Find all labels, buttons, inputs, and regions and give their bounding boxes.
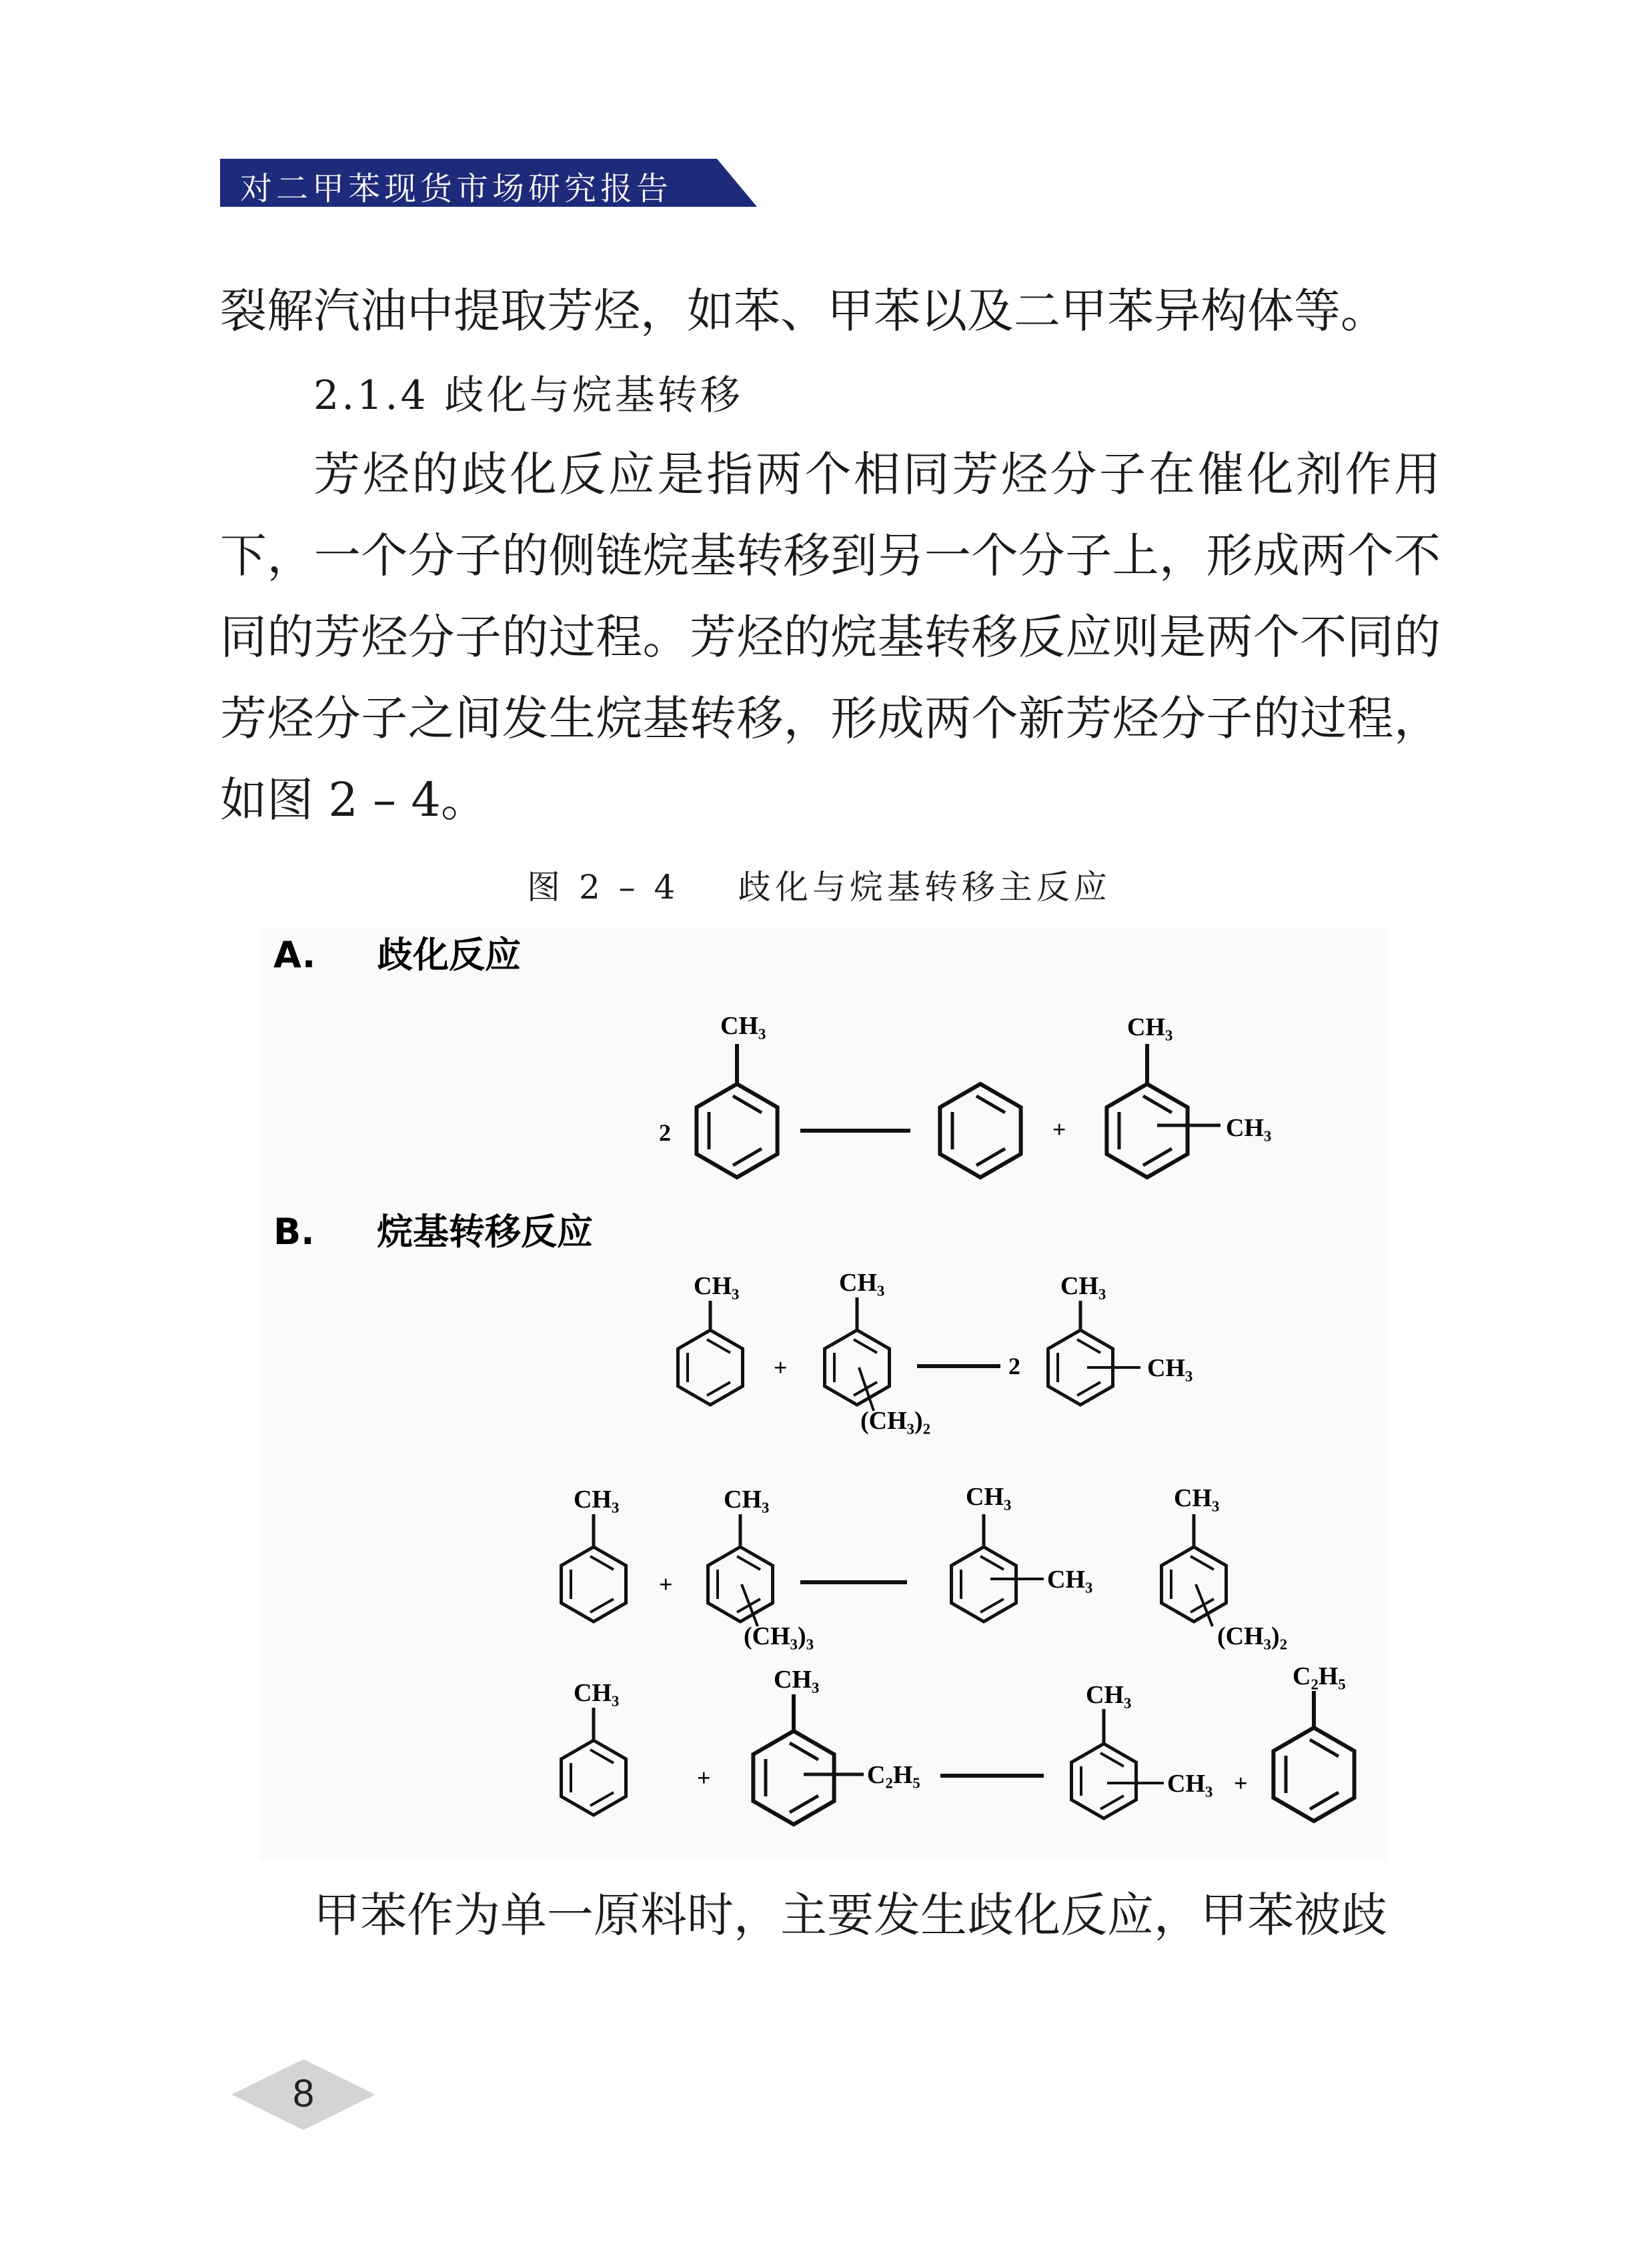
ch3-label: CH₃ [724,1486,770,1514]
dimethyl-label: (CH₃)₂ [860,1407,931,1435]
ch3-label: CH₃ [1174,1484,1220,1512]
ch3-label: CH₃ [1086,1681,1132,1709]
plus-sign: + [774,1354,788,1381]
plus-sign: + [659,1571,673,1598]
toluene-reactant-b1 [678,1301,743,1405]
xylene-product-b2 [952,1514,1044,1622]
plus-sign: + [1234,1770,1248,1796]
paragraph-2: 芳烃的歧化反应是指两个相同芳烃分子在催化剂作用下，一个分子的侧链烷基转移到另一个分子上，形成两个不同的芳烃分子的过程。芳烃的烷基转移反应则是两个不同的芳烃分子之间发生烷基转移，形成两个新芳烃分子的过程，如图 2 – 4。 [220,447,1441,827]
ch3-label: CH₃ [839,1269,885,1297]
reaction-figure [260,927,1387,1861]
paragraph-1: 裂解汽油中提取芳烃，如苯、甲苯以及二甲苯异构体等。 [220,284,1387,338]
section-a-title: 歧化反应 [377,934,521,976]
toluene-reactant-b2 [562,1514,626,1622]
page-number-badge [223,2051,383,2138]
trimethylbenzene-product-b2 [1162,1514,1226,1626]
benzene-product-a [940,1084,1020,1177]
trimethyl-label: (CH₃)₃ [744,1622,814,1650]
section-b-title: 烷基转移反应 [377,1211,593,1253]
section-a-letter: A. [273,934,316,976]
reaction-diagram [260,927,1387,1861]
ch3-label: CH₃ [1047,1566,1093,1594]
ch3-label: CH₃ [1147,1354,1193,1382]
coefficient-label: 2 [1008,1353,1020,1379]
figure-caption: 图 2 – 4 歧化与烷基转移主反应 [527,868,1111,907]
plus-sign: + [1052,1116,1066,1143]
tetramethylbenzene-reactant-b2 [708,1514,773,1626]
xylene-product-b3 [1072,1709,1164,1818]
section-heading: 2.1.4 歧化与烷基转移 [313,372,743,419]
ch3-label: CH₃ [1167,1770,1213,1798]
page-number: 8 [292,2072,315,2115]
ch3-label: CH₃ [694,1272,740,1300]
toluene-reactant-a [696,1044,777,1177]
section-b-letter: B. [273,1211,315,1253]
dimethyl-label: (CH₃)₂ [1217,1622,1288,1650]
paragraph-3: 甲苯作为单一原料时，主要发生歧化反应，甲苯被歧 [313,1888,1387,1942]
c2h5-label: C₂H₅ [867,1761,920,1789]
ch3-label: CH₃ [966,1483,1012,1511]
toluene-reactant-b3 [562,1708,626,1815]
xylene-product-b1 [1048,1301,1141,1405]
ch3-label: CH₃ [774,1666,820,1694]
ch3-label: CH₃ [1226,1114,1272,1142]
ethylbenzene-product-b3 [1273,1691,1354,1821]
ch3-label: CH₃ [1060,1272,1106,1300]
ch3-label: CH₃ [1127,1013,1173,1041]
plus-sign: + [697,1764,711,1791]
coefficient-label: 2 [659,1119,671,1146]
ch3-label: CH₃ [720,1012,766,1040]
report-title: 对二甲苯现货市场研究报告 [240,170,673,207]
ch3-label: CH₃ [574,1679,620,1707]
xylene-product-a [1106,1044,1220,1177]
methylethylbenzene-reactant-b3 [753,1694,864,1824]
ch3-label: CH₃ [574,1486,620,1514]
trimethylbenzene-reactant-b1 [825,1297,890,1411]
c2h5-label: C₂H₅ [1293,1662,1346,1690]
